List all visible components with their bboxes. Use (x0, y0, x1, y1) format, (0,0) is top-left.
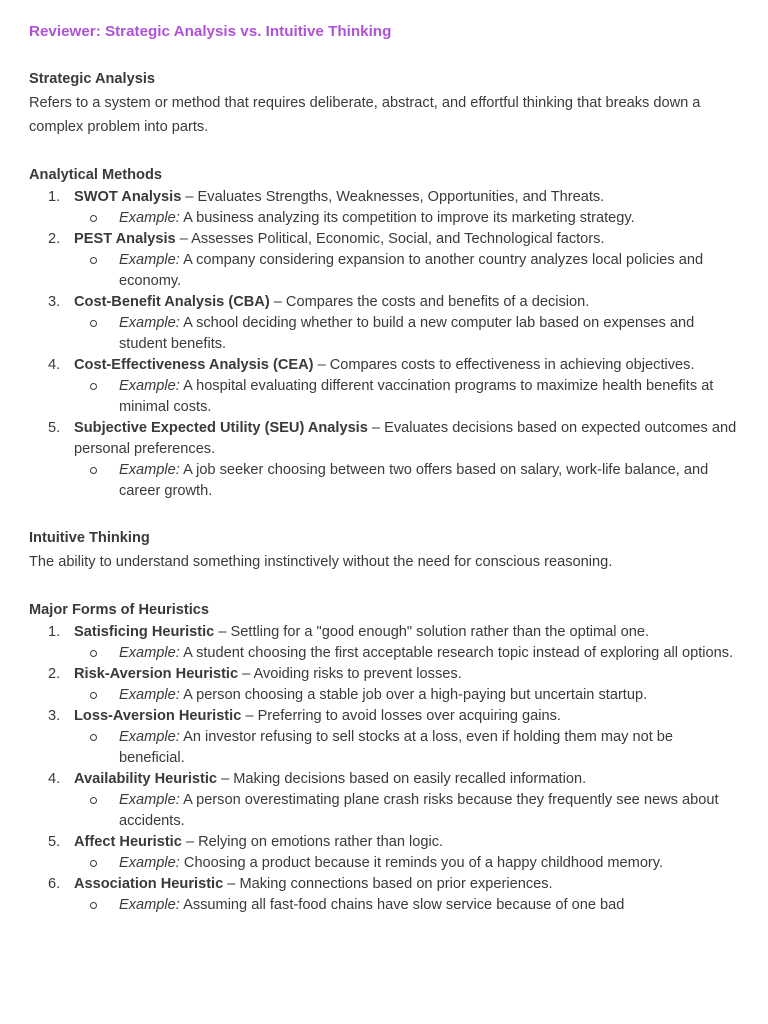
list-item (29, 769, 740, 832)
item-description: – Avoiding risks to prevent losses. (238, 666, 462, 682)
list-item (29, 832, 740, 874)
list-item (29, 418, 740, 502)
list-item (29, 622, 740, 664)
analytical-methods-heading: Analytical Methods (29, 167, 162, 183)
intuitive-thinking-heading: Intuitive Thinking (29, 530, 150, 546)
example-item (74, 313, 740, 355)
example-label: Example: (119, 645, 180, 661)
item-description: – Evaluates decisions based on expected outcomes and personal preferences. (74, 420, 737, 457)
item-term: Satisficing Heuristic (74, 624, 215, 640)
item-description: – Evaluates Strengths, Weaknesses, Opportunities, and Threats. (181, 189, 605, 205)
example-text: Assuming all fast-food chains have slow service because of one bad (179, 897, 625, 913)
item-term: Cost-Benefit Analysis (CBA) (74, 294, 270, 310)
strategic-analysis-definition: Refers to a system or method that requires deliberate, abstract, and effortful thinking that breaks down a complex problem into parts. (29, 95, 701, 135)
example-text: A business analyzing its competition to improve its marketing strategy. (179, 210, 635, 226)
example-list (74, 853, 740, 874)
example-list (74, 460, 740, 502)
example-label: Example: (119, 315, 180, 331)
page-title: Reviewer: Strategic Analysis vs. Intuitive Thinking (29, 23, 392, 40)
example-item (74, 853, 740, 874)
example-text: Choosing a product because it reminds you of a happy childhood memory. (179, 855, 664, 871)
example-label: Example: (119, 855, 180, 871)
example-item (74, 685, 740, 706)
analytical-methods-list (29, 187, 740, 502)
item-description: – Compares costs to effectiveness in achieving objectives. (313, 357, 695, 373)
hollow-circle-bullet-icon (90, 257, 97, 264)
item-description: – Relying on emotions rather than logic. (181, 834, 444, 850)
item-term: Subjective Expected Utility (SEU) Analysis (74, 420, 368, 436)
heuristics-heading: Major Forms of Heuristics (29, 602, 210, 618)
example-list (74, 313, 740, 355)
list-item (29, 292, 740, 355)
example-list (74, 376, 740, 418)
hollow-circle-bullet-icon (90, 650, 97, 657)
hollow-circle-bullet-icon (90, 734, 97, 741)
example-item (74, 460, 740, 502)
item-description: – Compares the costs and benefits of a decision. (269, 294, 590, 310)
heuristics-list (29, 622, 740, 916)
example-label: Example: (119, 897, 180, 913)
item-term: SWOT Analysis (74, 189, 182, 205)
example-text: A student choosing the first acceptable research topic instead of exploring all options. (179, 645, 734, 661)
example-text: A person overestimating plane crash risks because they frequently see news about accidents. (119, 792, 719, 829)
example-list (74, 685, 740, 706)
example-text: A school deciding whether to build a new computer lab based on expenses and student benefits. (119, 315, 695, 352)
list-item (29, 664, 740, 706)
item-term: Association Heuristic (74, 876, 224, 892)
list-item (29, 229, 740, 292)
hollow-circle-bullet-icon (90, 902, 97, 909)
list-item (29, 355, 740, 418)
list-item (29, 706, 740, 769)
example-label: Example: (119, 729, 180, 745)
item-term: Cost-Effectiveness Analysis (CEA) (74, 357, 314, 373)
list-number: 1. (48, 189, 61, 205)
list-number: 3. (48, 708, 61, 724)
item-description: – Making connections based on prior experiences. (223, 876, 553, 892)
example-text: An investor refusing to sell stocks at a loss, even if holding them may not be beneficial. (119, 729, 674, 766)
hollow-circle-bullet-icon (90, 692, 97, 699)
example-list (74, 895, 740, 916)
example-list (74, 250, 740, 292)
list-item (29, 187, 740, 229)
item-term: Loss-Aversion Heuristic (74, 708, 242, 724)
example-label: Example: (119, 687, 180, 703)
example-text: A hospital evaluating different vaccination programs to maximize health benefits at minimal costs. (119, 378, 714, 415)
item-term: Availability Heuristic (74, 771, 218, 787)
list-number: 4. (48, 357, 61, 373)
example-label: Example: (119, 378, 180, 394)
item-description: – Making decisions based on easily recalled information. (217, 771, 587, 787)
list-number: 2. (48, 231, 61, 247)
intuitive-thinking-definition: The ability to understand something instinctively without the need for conscious reasoning. (29, 554, 613, 570)
item-description: – Settling for a "good enough" solution rather than the optimal one. (214, 624, 649, 640)
example-list (74, 790, 740, 832)
list-number: 2. (48, 666, 61, 682)
example-label: Example: (119, 210, 180, 226)
example-list (74, 727, 740, 769)
list-number: 3. (48, 294, 61, 310)
hollow-circle-bullet-icon (90, 860, 97, 867)
strategic-analysis-heading: Strategic Analysis (29, 71, 155, 87)
example-item (74, 208, 740, 229)
list-number: 5. (48, 420, 61, 436)
hollow-circle-bullet-icon (90, 467, 97, 474)
hollow-circle-bullet-icon (90, 320, 97, 327)
example-text: A company considering expansion to another country analyzes local policies and economy. (119, 252, 704, 289)
example-list (74, 208, 740, 229)
example-label: Example: (119, 462, 180, 478)
example-label: Example: (119, 252, 180, 268)
example-item (74, 895, 740, 916)
item-description: – Assesses Political, Economic, Social, and Technological factors. (175, 231, 605, 247)
example-text: A person choosing a stable job over a high-paying but uncertain startup. (179, 687, 648, 703)
example-item (74, 250, 740, 292)
list-number: 1. (48, 624, 61, 640)
example-item (74, 643, 740, 664)
list-number: 6. (48, 876, 61, 892)
example-text: A job seeker choosing between two offers based on salary, work-life balance, and career growth. (119, 462, 709, 499)
example-list (74, 643, 740, 664)
list-number: 4. (48, 771, 61, 787)
item-term: Affect Heuristic (74, 834, 182, 850)
example-item (74, 790, 740, 832)
list-item (29, 874, 740, 916)
list-number: 5. (48, 834, 61, 850)
hollow-circle-bullet-icon (90, 383, 97, 390)
example-item (74, 727, 740, 769)
item-term: Risk-Aversion Heuristic (74, 666, 239, 682)
item-term: PEST Analysis (74, 231, 176, 247)
hollow-circle-bullet-icon (90, 797, 97, 804)
hollow-circle-bullet-icon (90, 215, 97, 222)
item-description: – Preferring to avoid losses over acquiring gains. (241, 708, 561, 724)
example-item (74, 376, 740, 418)
example-label: Example: (119, 792, 180, 808)
